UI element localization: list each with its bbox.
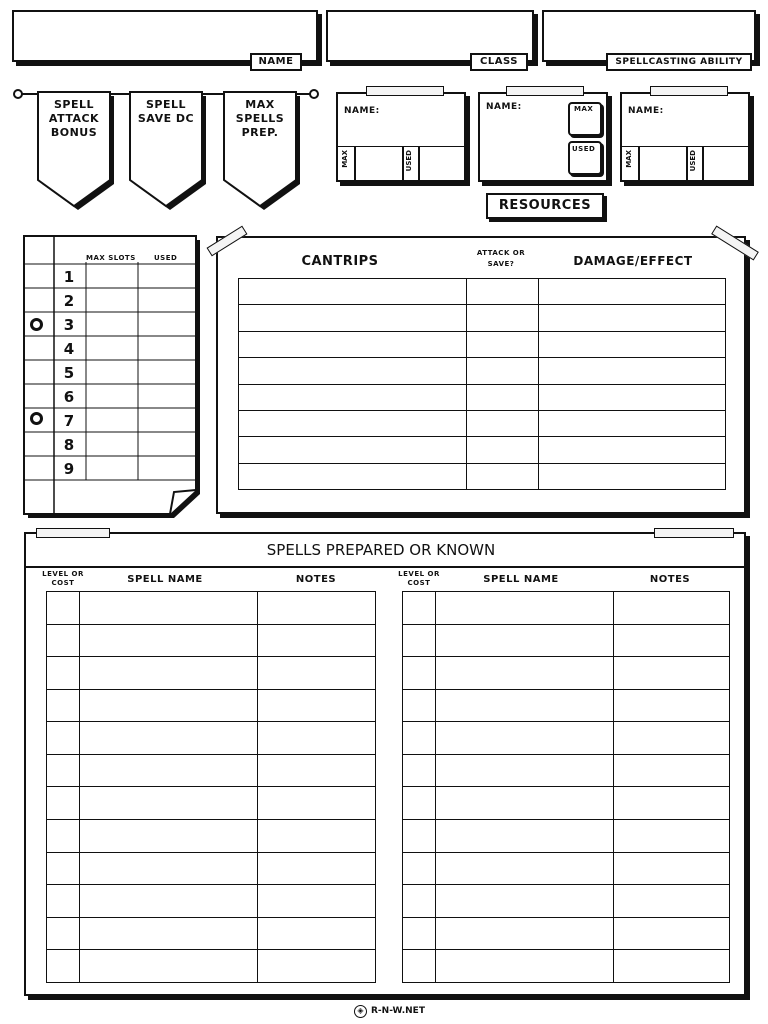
class-label: CLASS bbox=[470, 53, 528, 71]
table-row bbox=[47, 657, 376, 690]
cantrips-damage-label: DAMAGE/EFFECT bbox=[573, 254, 693, 268]
tape-decoration bbox=[366, 86, 444, 96]
used-slots-label: USED bbox=[154, 254, 178, 262]
spell-slots-panel bbox=[22, 234, 198, 516]
slot-level-3: 3 bbox=[63, 316, 75, 334]
resource-2-name-label: NAME: bbox=[486, 102, 522, 112]
table-row bbox=[239, 279, 726, 305]
tape-decoration bbox=[650, 86, 728, 96]
table-row bbox=[47, 950, 376, 983]
resource-1-max-label: MAX bbox=[341, 150, 349, 168]
table-row bbox=[47, 722, 376, 755]
table-row bbox=[47, 592, 376, 625]
d20-icon: ◈ bbox=[354, 1005, 367, 1018]
table-row bbox=[239, 437, 726, 463]
max-spells-prepared-label: MAX SPELLS PREP. bbox=[235, 98, 285, 139]
resource-1-used-label: USED bbox=[405, 150, 413, 172]
tape-decoration bbox=[36, 528, 110, 538]
resource-3-max-label: MAX bbox=[625, 150, 633, 168]
cantrips-attack-label: ATTACK OR SAVE? bbox=[476, 249, 526, 268]
spells-title-divider bbox=[26, 566, 744, 568]
table-row bbox=[403, 624, 730, 657]
slot-level-6: 6 bbox=[63, 388, 75, 406]
left-level-label: LEVEL OR COST bbox=[42, 570, 84, 587]
max-spells-prepared-banner[interactable] bbox=[222, 90, 302, 212]
table-row bbox=[403, 852, 730, 885]
table-row bbox=[239, 331, 726, 357]
resource-3-counters bbox=[622, 146, 748, 180]
spell-attack-bonus-banner[interactable] bbox=[36, 90, 116, 212]
table-row bbox=[403, 950, 730, 983]
cantrips-table[interactable] bbox=[238, 278, 726, 490]
spellcasting-ability-label: SPELLCASTING ABILITY bbox=[606, 53, 752, 71]
table-row bbox=[403, 917, 730, 950]
cantrips-title: CANTRIPS bbox=[301, 254, 379, 269]
table-row bbox=[47, 852, 376, 885]
table-row bbox=[403, 885, 730, 918]
slot-level-8: 8 bbox=[63, 436, 75, 454]
right-level-label: LEVEL OR COST bbox=[398, 570, 440, 587]
table-row bbox=[403, 820, 730, 853]
table-row bbox=[47, 754, 376, 787]
right-spell-name-label: SPELL NAME bbox=[483, 574, 559, 585]
slot-level-5: 5 bbox=[63, 364, 75, 382]
resource-3-used-label: USED bbox=[689, 150, 697, 172]
resource-1-name-label: NAME: bbox=[344, 106, 380, 116]
resources-title: RESOURCES bbox=[486, 193, 604, 219]
right-notes-label: NOTES bbox=[649, 574, 691, 585]
table-row bbox=[403, 657, 730, 690]
spells-table-left[interactable] bbox=[46, 591, 376, 983]
slot-level-2: 2 bbox=[63, 292, 75, 310]
slot-level-1: 1 bbox=[63, 268, 75, 286]
table-row bbox=[239, 463, 726, 489]
table-row bbox=[239, 305, 726, 331]
table-row bbox=[403, 754, 730, 787]
spell-save-dc-label: SPELL SAVE DC bbox=[137, 98, 195, 125]
spell-save-dc-banner[interactable] bbox=[128, 90, 208, 212]
footer-credit: R-N-W.NET bbox=[371, 1006, 425, 1016]
slot-level-4: 4 bbox=[63, 340, 75, 358]
tape-decoration bbox=[506, 86, 584, 96]
table-row bbox=[239, 358, 726, 384]
table-row bbox=[403, 787, 730, 820]
table-row bbox=[239, 410, 726, 436]
circle-icon bbox=[30, 318, 43, 331]
table-row bbox=[47, 917, 376, 950]
table-row bbox=[239, 384, 726, 410]
spells-table-right[interactable] bbox=[402, 591, 730, 983]
resource-1-counters bbox=[338, 146, 464, 180]
table-row bbox=[47, 689, 376, 722]
table-row bbox=[47, 820, 376, 853]
slot-level-7: 7 bbox=[63, 412, 75, 430]
slot-level-9: 9 bbox=[63, 460, 75, 478]
max-slots-label: MAX SLOTS bbox=[86, 254, 136, 262]
table-row bbox=[403, 592, 730, 625]
resource-3-name-label: NAME: bbox=[628, 106, 664, 116]
table-row bbox=[47, 787, 376, 820]
table-row bbox=[403, 722, 730, 755]
table-row bbox=[47, 885, 376, 918]
tape-decoration bbox=[654, 528, 734, 538]
resource-2-used-label: USED bbox=[572, 145, 596, 153]
spells-title: SPELLS PREPARED OR KNOWN bbox=[266, 541, 496, 559]
resource-2-max-label: MAX bbox=[574, 105, 594, 113]
circle-icon bbox=[30, 412, 43, 425]
left-spell-name-label: SPELL NAME bbox=[127, 574, 203, 585]
name-label: NAME bbox=[250, 53, 302, 71]
left-notes-label: NOTES bbox=[295, 574, 337, 585]
table-row bbox=[403, 689, 730, 722]
table-row bbox=[47, 624, 376, 657]
spell-attack-bonus-label: SPELL ATTACK BONUS bbox=[48, 98, 100, 139]
